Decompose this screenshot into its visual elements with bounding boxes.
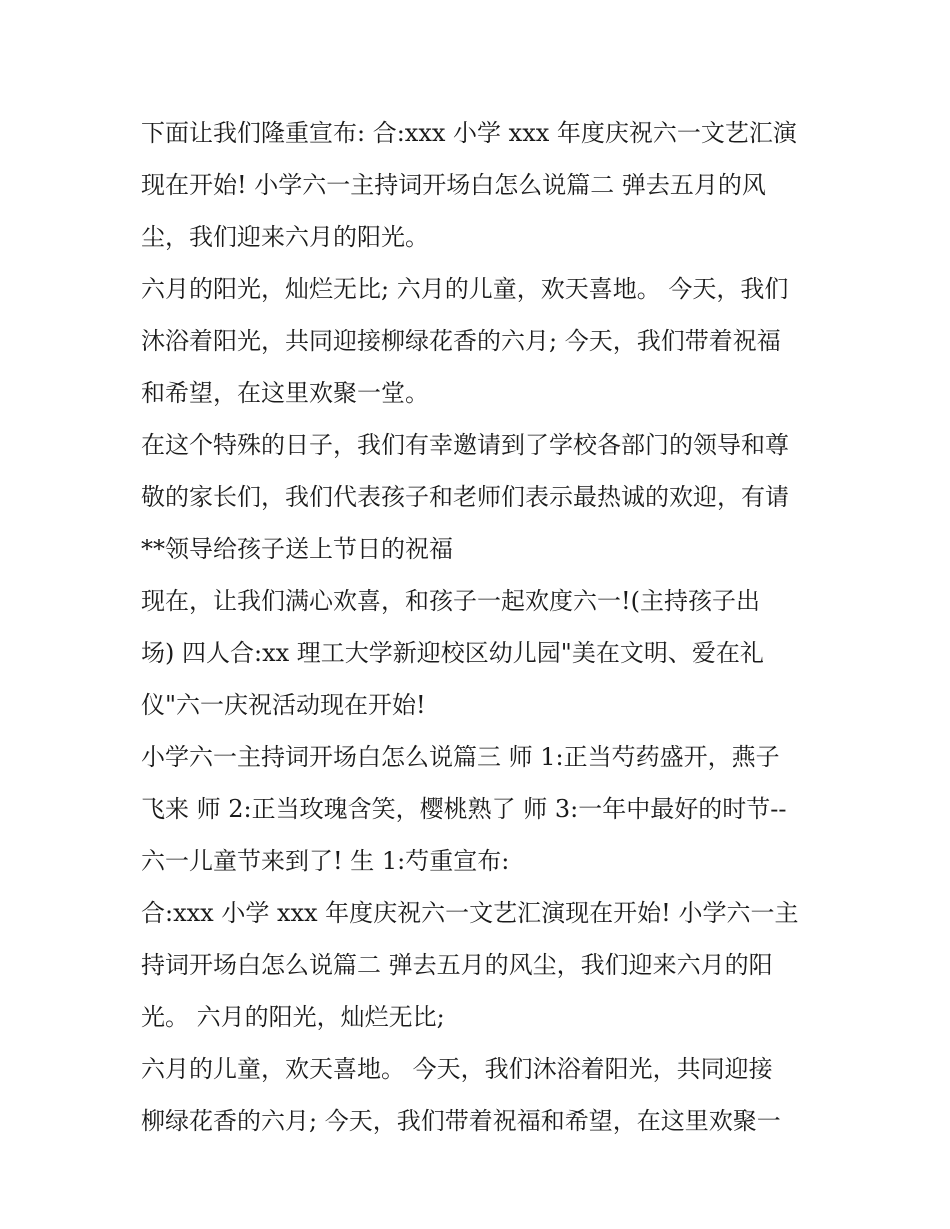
text-line: 沐浴着阳光，共同迎接柳绿花香的六月; 今天，我们带着祝福 [141, 327, 781, 355]
text-line: 合:xxx 小学 xxx 年度庆祝六一文艺汇演现在开始! 小学六一主 [141, 899, 799, 927]
text-line: 光。 六月的阳光，灿烂无比; [141, 1003, 445, 1031]
document-body [141, 107, 821, 1147]
text-line: 持词开场白怎么说篇二 弹去五月的风尘，我们迎来六月的阳 [141, 951, 773, 979]
text-line: 在这个特殊的日子，我们有幸邀请到了学校各部门的领导和尊 [141, 431, 789, 459]
text-line: 六月的阳光，灿烂无比; 六月的儿童，欢天喜地。 今天，我们 [141, 275, 789, 303]
text-line: 和希望，在这里欢聚一堂。 [141, 379, 429, 407]
text-line: 六月的儿童，欢天喜地。 今天，我们沐浴着阳光，共同迎接 [141, 1055, 773, 1083]
text-line: 飞来 师 2:正当玫瑰含笑，樱桃熟了 师 3:一年中最好的时节-- [141, 795, 787, 823]
paragraph-3 [141, 419, 821, 575]
text-line: 尘，我们迎来六月的阳光。 [141, 223, 429, 251]
text-line: 现在开始! 小学六一主持词开场白怎么说篇二 弹去五月的风 [141, 171, 766, 199]
text-line: **领导给孩子送上节日的祝福 [141, 535, 453, 563]
paragraph-4 [141, 575, 821, 731]
text-line: 现在，让我们满心欢喜，和孩子一起欢度六一!(主持孩子出 [141, 587, 761, 615]
text-line: 敬的家长们，我们代表孩子和老师们表示最热诚的欢迎，有请 [141, 483, 789, 511]
text-line: 场) 四人合:xx 理工大学新迎校区幼儿园"美在文明、爱在礼 [141, 639, 764, 667]
paragraph-5 [141, 731, 821, 887]
paragraph-7 [141, 1043, 821, 1147]
text-line: 下面让我们隆重宣布: 合:xxx 小学 xxx 年度庆祝六一文艺汇演 [141, 119, 797, 147]
paragraph-6 [141, 887, 821, 1043]
paragraph-2 [141, 263, 821, 419]
text-line: 小学六一主持词开场白怎么说篇三 师 1:正当芍药盛开，燕子 [141, 743, 780, 771]
text-line: 柳绿花香的六月; 今天，我们带着祝福和希望，在这里欢聚一 [141, 1107, 781, 1135]
text-line: 仪"六一庆祝活动现在开始! [141, 691, 426, 719]
text-line: 六一儿童节来到了! 生 1:芍重宣布: [141, 847, 510, 875]
paragraph-1 [141, 107, 821, 263]
